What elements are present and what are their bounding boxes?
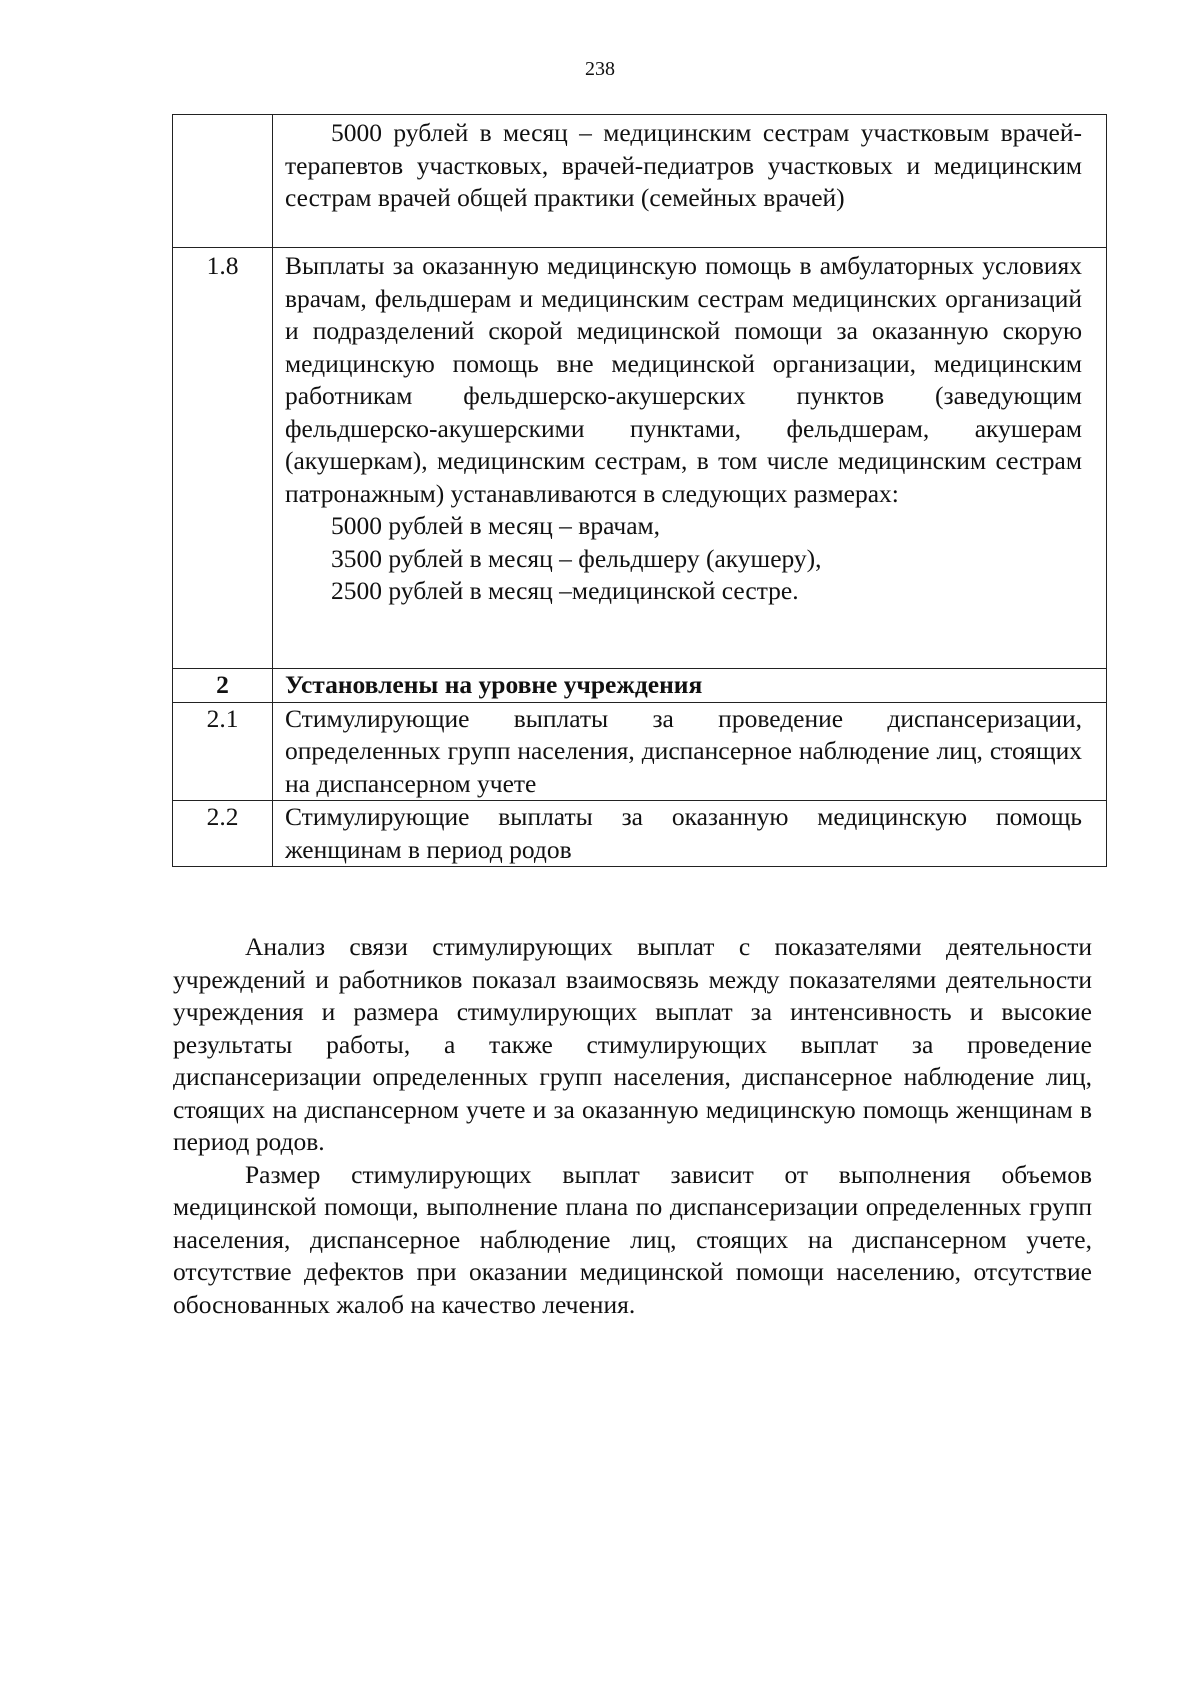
table-row	[173, 669, 1107, 703]
paragraph: Анализ связи стимулирующих выплат с показателями деятельности учреждений и работников показал взаимосвязь между показателями деятельности учреждения и размера стимулирующих выплат за интенсивность и высокие результаты работы, а также стимулирующих выплат за проведение диспансеризации определенных групп населения, диспансерное наблюдение лиц, стоящих на диспансерном учете и за оказанную медицинскую помощь женщинам в период родов.	[173, 932, 1092, 1156]
row-number-cell	[173, 115, 273, 248]
page-number: 238	[585, 58, 615, 80]
row-number-cell: 1.8	[173, 248, 273, 669]
table-row	[173, 115, 1107, 248]
row-number-cell: 2	[173, 669, 273, 703]
body-text	[173, 931, 1092, 1321]
row-text: 5000 рублей в месяц – медицинским сестрам участковым врачей-терапевтов участковых, врачей-педиатров участковых и медицинским сестрам врачей общей практики (семейных врачей)	[285, 118, 1082, 212]
row-number-cell: 2.1	[173, 702, 273, 801]
payments-table	[172, 114, 1107, 867]
amount-line: 2500 рублей в месяц –медицинской сестре.	[331, 576, 799, 605]
table-row	[173, 702, 1107, 801]
paragraph: Размер стимулирующих выплат зависит от выполнения объемов медицинской помощи, выполнение плана по диспансеризации определенных групп населения, диспансерное наблюдение лиц, стоящих на диспансерном учете, отсутствие дефектов при оказании медицинской помощи населению, отсутствие обоснованных жалоб на качество лечения.	[173, 1159, 1092, 1319]
amount-line: 3500 рублей в месяц – фельдшеру (акушеру),	[331, 543, 822, 573]
row-text: Выплаты за оказанную медицинскую помощь в амбулаторных условиях врачам, фельдшерам и медицинским сестрам медицинских организаций и подразделений скорой медицинской помощи за оказанную скорую медицинскую помощь вне медицинской организации, медицинским работникам фельдшерско-акушерских пунктов (заведующим фельдшерско-акушерскими пунктами, фельдшерам, акушерам (акушеркам), медицинским сестрам, в том числе медицинским сестрам патронажным) устанавливаются в следующих размерах:	[285, 251, 1082, 508]
row-text: Стимулирующие выплаты за оказанную медицинскую помощь женщинам в период родов	[285, 802, 1082, 864]
row-text-cell	[273, 702, 1107, 801]
row-text-cell	[273, 248, 1107, 669]
table-row	[173, 801, 1107, 867]
row-text-cell	[273, 115, 1107, 248]
row-text-cell	[273, 801, 1107, 867]
row-number-cell: 2.2	[173, 801, 273, 867]
row-text: Стимулирующие выплаты за проведение диспансеризации, определенных групп населения, диспансерное наблюдение лиц, стоящих на диспансерном учете	[285, 703, 1082, 798]
section-heading: Установлены на уровне учреждения	[273, 669, 1107, 703]
amount-line: 5000 рублей в месяц – врачам,	[331, 511, 661, 540]
table-row	[173, 248, 1107, 669]
